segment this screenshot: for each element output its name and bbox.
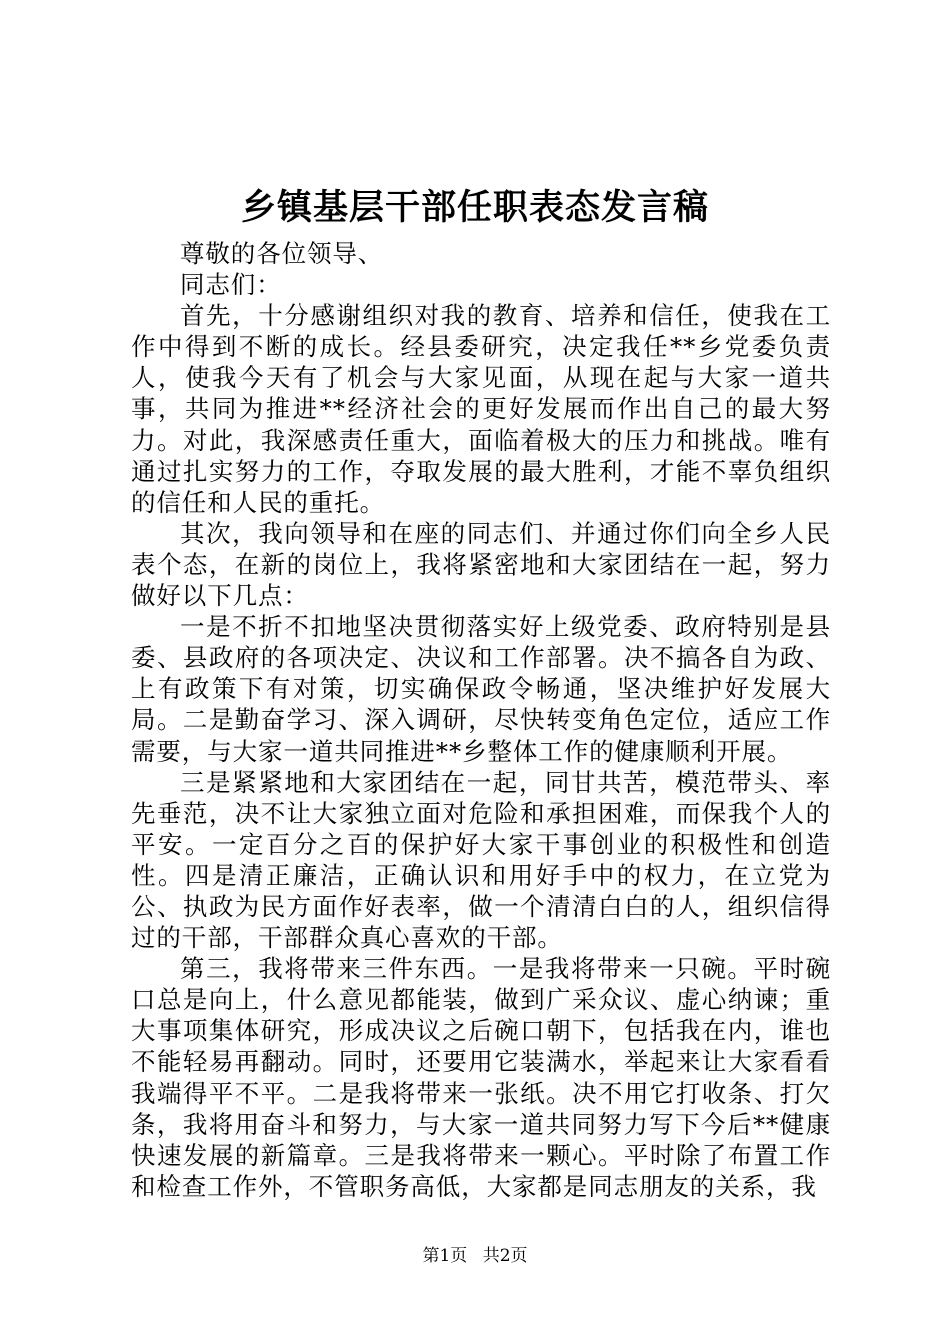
page-number: 第1页: [422, 1246, 468, 1266]
page-total: 共2页: [482, 1246, 528, 1266]
salutation-line-1: 尊敬的各位领导、: [180, 239, 384, 268]
paragraph-pledge-intro: 其次，我向领导和在座的同志们、并通过你们向全乡人民表个态，在新的岗位上，我将紧密地和大家团结在一起，努力做好以下几点：: [131, 518, 831, 611]
document-title: 乡镇基层干部任职表态发言稿: [240, 187, 709, 228]
paragraph-three-things: 第三，我将带来三件东西。一是我将带来一只碗。平时碗口总是向上，什么意见都能装，做到广采众议、虚心纳谏；重大事项集体研究，形成决议之后碗口朝下，包括我在内，谁也不能轻易再翻动。同时，还要用它装满水，举起来让大家看看我端得平不平。二是我将带来一张纸。决不用它打收条、打欠条，我将用奋斗和努力，与大家一道共同努力写下今后**健康快速发展的新篇章。三是我将带来一颗心。平时除了布置工作和检查工作外，不管职务高低，大家都是同志朋友的关系，我: [131, 954, 831, 1201]
paragraph-points-three-four: 三是紧紧地和大家团结在一起，同甘共苦，模范带头、率先垂范，决不让大家独立面对危险和承担困难，而保我个人的平安。一定百分之百的保护好大家干事创业的积极性和创造性。四是清正廉洁，正确认识和用好手中的权力，在立党为公、执政为民方面作好表率，做一个清清白白的人，组织信得过的干部，干部群众真心喜欢的干部。: [131, 767, 831, 953]
paragraph-gratitude: 首先，十分感谢组织对我的教育、培养和信任，使我在工作中得到不断的成长。经县委研究，决定我任**乡党委负责人，使我今天有了机会与大家见面，从现在起与大家一道共事，共同为推进**经济社会的更好发展而作出自己的最大努力。对此，我深感责任重大，面临着极大的压力和挑战。唯有通过扎实努力的工作，夺取发展的最大胜利，才能不辜负组织的信任和人民的重托。: [131, 301, 831, 517]
document-body: [131, 238, 831, 1202]
paragraph-points-one-two: 一是不折不扣地坚决贯彻落实好上级党委、政府特别是县委、县政府的各项决定、决议和工作部署。决不搞各自为政、上有政策下有对策，切实确保政令畅通，坚决维护好发展大局。二是勤奋学习、深入调研，尽快转变角色定位，适应工作需要，与大家一道共同推进**乡整体工作的健康顺利开展。: [131, 612, 831, 766]
salutation-line-2: 同志们：: [180, 270, 282, 300]
page-footer: [0, 1244, 950, 1268]
